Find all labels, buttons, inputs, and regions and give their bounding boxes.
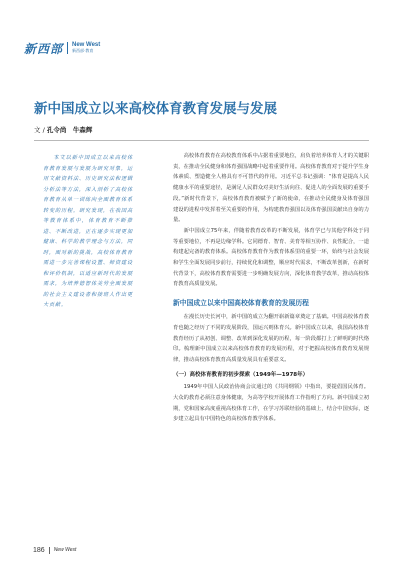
title-divider	[34, 140, 369, 141]
page-number: 186	[33, 546, 45, 554]
page-footer	[33, 545, 76, 555]
logo-divider	[67, 42, 68, 54]
magazine-logo: 新西部	[24, 41, 64, 56]
magazine-header	[24, 40, 100, 56]
logo-english	[72, 42, 100, 54]
section-heading: 新中国成立以来中国高校体育教育的发展历程	[173, 299, 309, 308]
body-paragraph-2: 新中国成立75年来，伴随着教育改革的不断发展，体育学已与其他学科处于同等重要地位，不再是边缘学科。它同德育、智育、美育等相互协作、良性配合，一道构建起完备的教育体系。高校体育教育作为教育体系里的重要一环，始终与社会发展和学生全面发展同步前行，持续优化和调整，顺应时代需求，不断改革创新，在新时代背景下，高校体育教育需要进一步明确发展方向，深化体育教学改革，推动高校体育教育高质量发展。	[173, 227, 369, 288]
byline-prefix: 文 /	[34, 126, 47, 134]
body-paragraph-3: 在漫长历史长河中，新中国的成立为翻开崭新篇章奠定了基础。中国高校体育教育也随之经历了不同的发展阶段，国运兴则体育兴。新中国成立以来，我国高校体育教育经历了从初创、调整、改革到深化发展的历程，每一阶段都打上了鲜明的时代烙印。梳理新中国成立以来高校体育教育的发展历程，对于把握高校体育教育发展规律，推动高校体育教育高质量发展具有重要意义。	[173, 314, 369, 363]
body-paragraph-4: 1949年中国人民政治协商会议通过的《共同纲领》中指出，要提倡国民体育。大众的教育必须注意身体健康，为高等学校开展体育工作指明了方向。新中国成立初期，党和国家高度重视高校体育工作，在学习苏联经验的基础上，结合中国实际，逐步建立起具有中国特色的高校体育教学体系。	[173, 384, 369, 423]
abstract: 本文以新中国成立以来高校体育教育发展与发展为研究对象，运用文献资料法、历史研究法和逻辑分析法等方法，深入剖析了高校体育教育从单一训练向全面教育体系转变的历程。研究发现，在我国高等教育体系中，体育教育不断推进、不断改进，正在逐步实现更加健康、科学的教学理念与方法，同时，面对新的挑战，高校体育教育需进一步完善课程设置、师资建设和评价机制，以适应新时代的发展需求，为培养德智体美劳全面发展的社会主义建设者和接班人作出更大贡献。	[43, 155, 133, 308]
author-names: 孔令尚 牛森辉	[46, 126, 93, 134]
logo-english-main: New West	[72, 42, 101, 48]
footer-brand: New West	[53, 547, 77, 553]
logo-english-sub: 新西部·教育	[72, 48, 94, 53]
byline	[34, 125, 92, 134]
article-title: 新中国成立以来高校体育教育发展与发展	[34, 101, 277, 117]
article-body	[173, 151, 369, 425]
sub-heading: （一）高校体育教育的初步探索（1949年—1978年）	[173, 371, 309, 378]
footer-divider	[49, 547, 50, 554]
body-paragraph-1: 高校体育教育在高校教育体系中占据着重要地位，肩负着培养体育人才的关键职责，在推动全民健身和体育强国战略中起着重要作用。高校体育教育对于提升学生身体素质、塑造健全人格具有不可替代的作用。习近平总书记强调：“体育是提高人民健康水平的重要途径，是满足人民群众对美好生活向往、促进人的全面发展的重要手段。”新时代背景下，高校体育教育被赋予了新的使命，在推动全民健身及体育强国建设的进程中发挥着至关重要的作用，为构建教育强国以及体育强国贡献出自身的力量。	[173, 153, 369, 224]
